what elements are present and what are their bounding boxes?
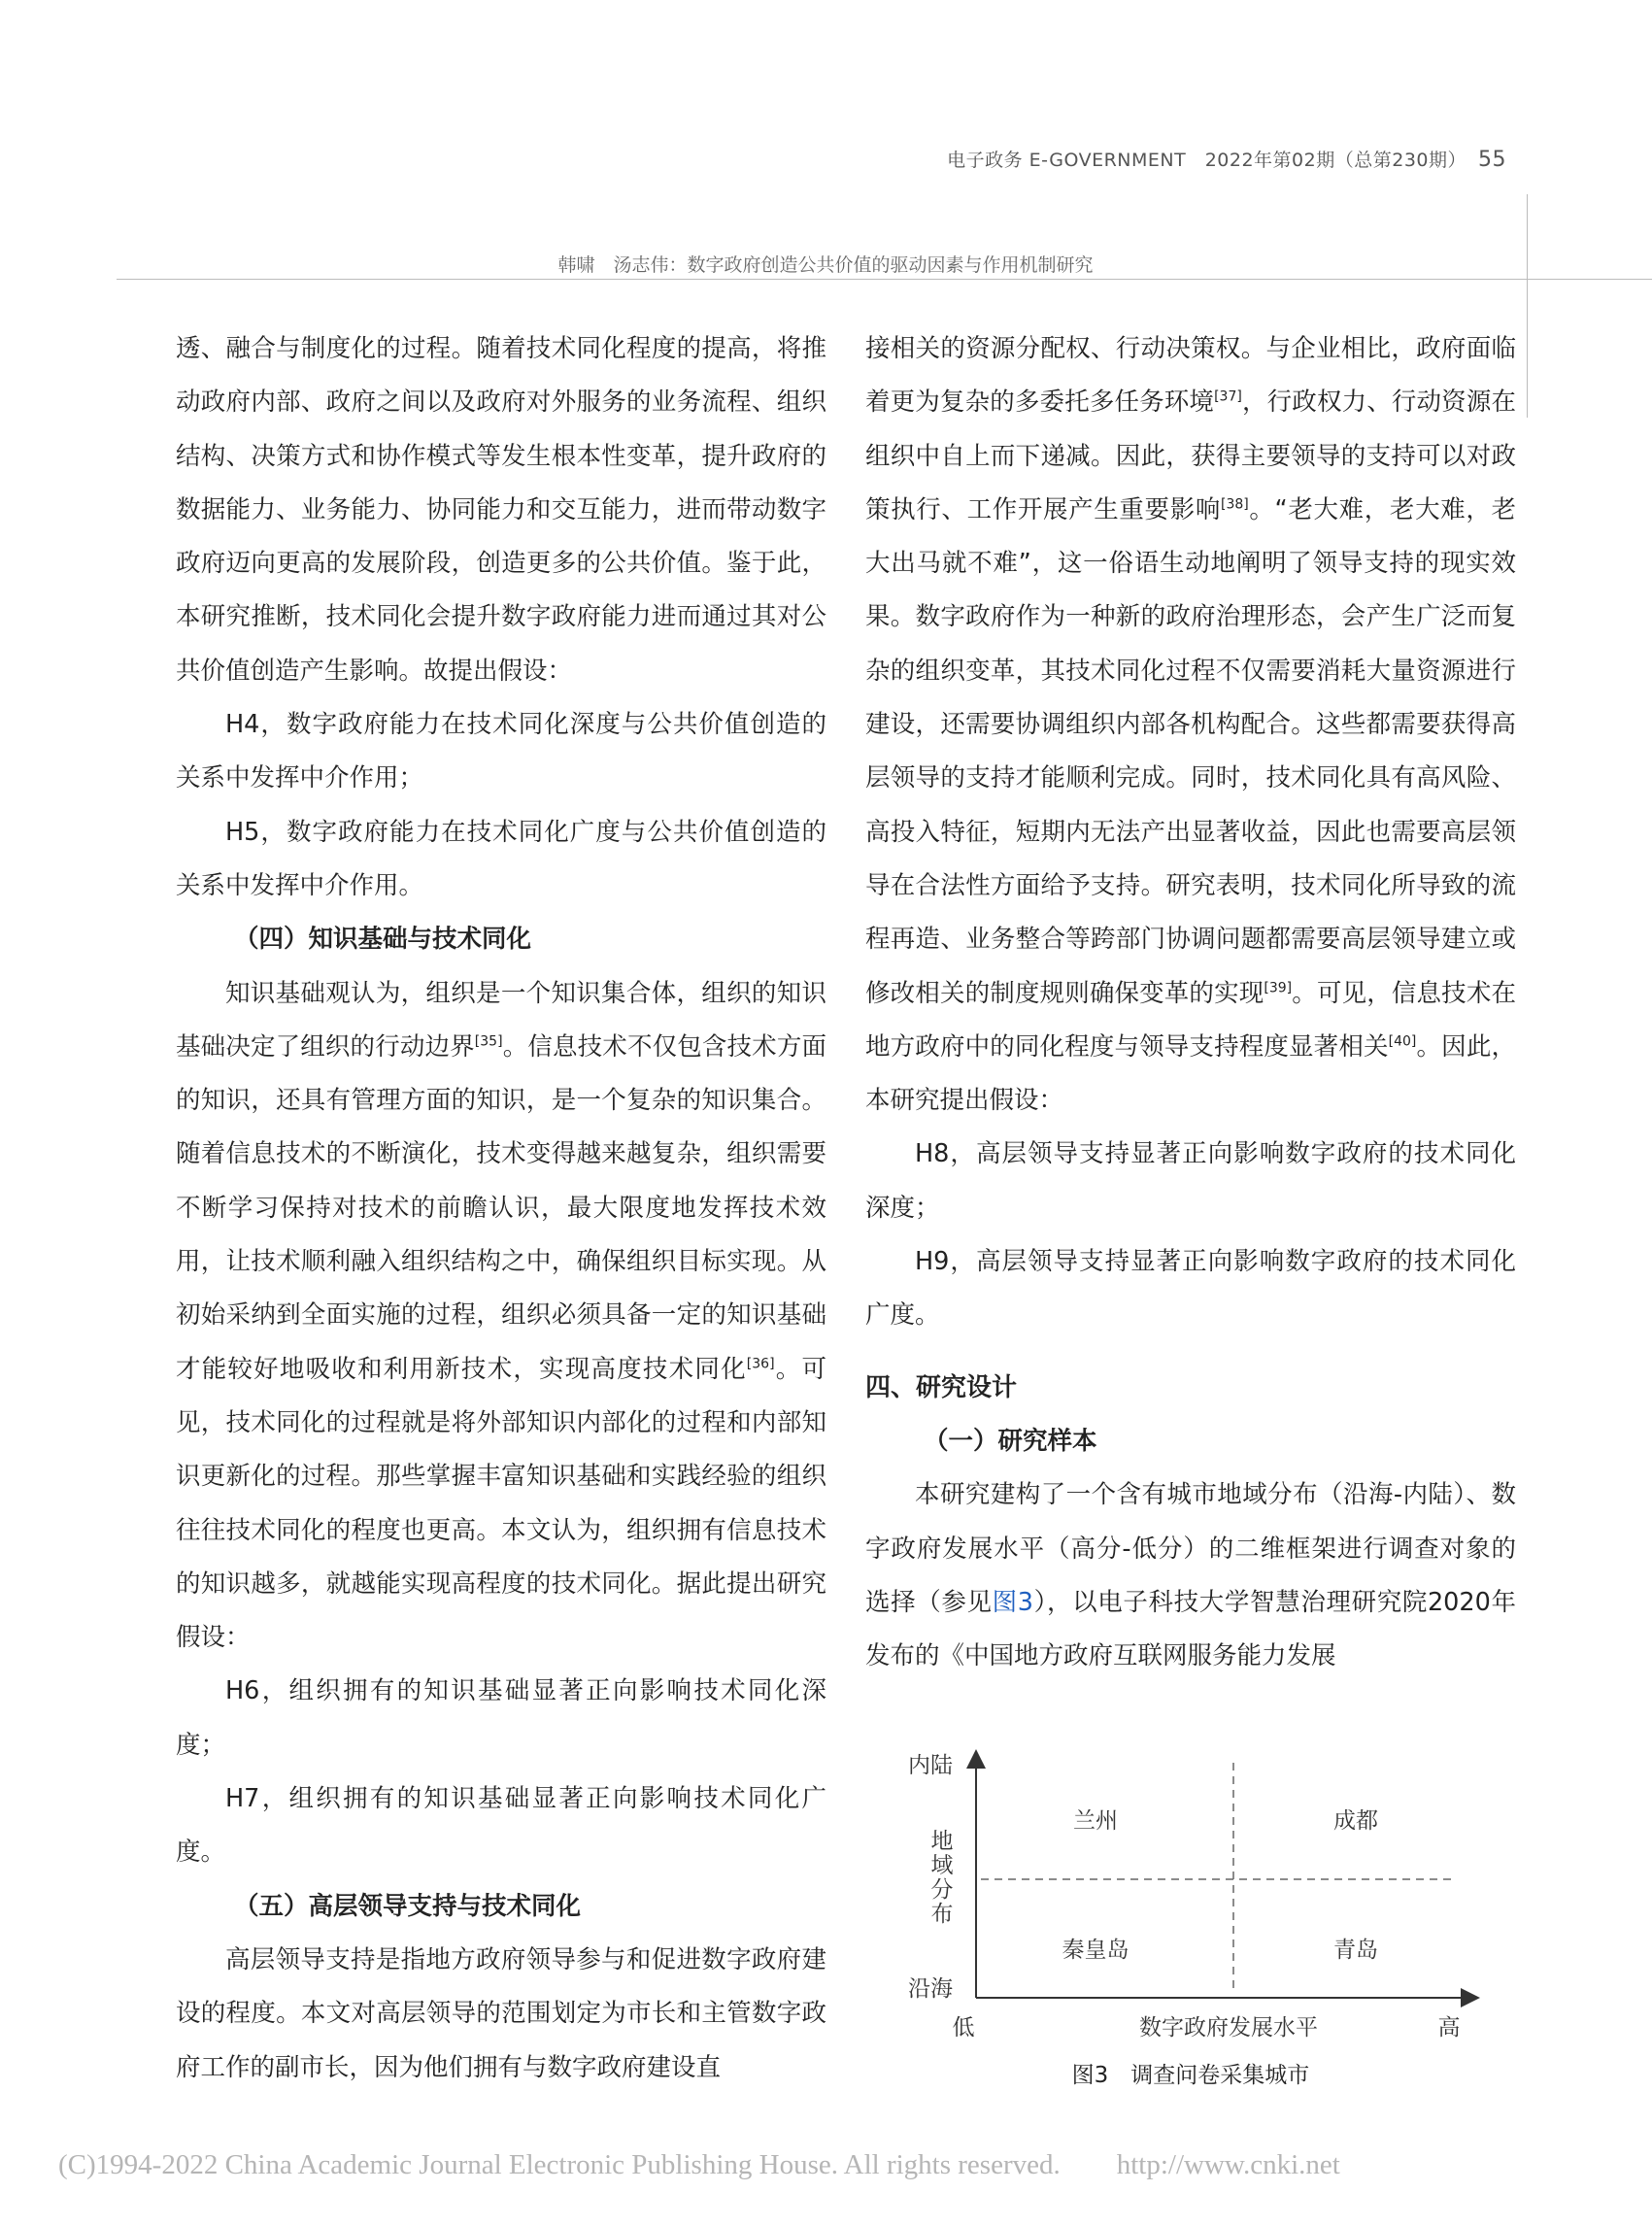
quadrant-label-qinhuangdao: 秦皇岛 <box>1062 1938 1129 1963</box>
text: 。可见，技术同化的过程就是将外部知识内部化的过程和内部知识更新化的过程。那些掌握丰富知识基础和实践经验的组织往往技术同化的程度也更高。本文认为，组织拥有信息技术的知识越多，就越能实现高程度的技术同化。据此提出研究假设： <box>176 1354 826 1653</box>
y-axis-label-char: 分 <box>930 1877 954 1903</box>
section-heading: （一）研究样本 <box>924 1426 1097 1456</box>
text: 。信息技术不仅包含技术方面的知识，还具有管理方面的知识，是一个复杂的知识集合。随着信息技术的不断演化，技术变得越来越复杂，组织需要不断学习保持对技术的前瞻认识，最大限度地发挥技术效用，让技术顺利融入组织结构之中，确保组织目标实现。从初始采纳到全面实施的过程，组织必须具备一定的知识基础才能较好地吸收和利用新技术，实现高度技术同化 <box>176 1031 826 1384</box>
citation: [35] <box>474 1033 503 1050</box>
citation: [39] <box>1264 980 1293 996</box>
citation: [38] <box>1220 496 1249 513</box>
header-vertical-rule <box>1527 194 1528 418</box>
quadrant-label-chengdu: 成都 <box>1333 1808 1378 1834</box>
y-axis-label-char: 布 <box>930 1902 954 1927</box>
text: 接相关的资源分配权、行动决策权。与企业相比，政府面临着更为复杂的多委托多任务环境 <box>865 334 1516 418</box>
x-axis-label: 数字政府发展水平 <box>1139 2015 1318 2040</box>
text: ），以电子科技大学智慧治理研究院2020年发布的《中国地方政府互联网服务能力发展 <box>865 1587 1516 1671</box>
section-heading: （五）高层领导支持与技术同化 <box>234 1891 582 1921</box>
text: 。“老大难，老大难，老大出马就不难”，这一俗语生动地阐明了领导支持的现实效果。数字政府作为一种新的政府治理形态，会产生广泛而复杂的组织变革，其技术同化过程不仅需要消耗大量资源进行建设，还需要协调组织内部各机构配合。这些都需要获得高层领导的支持才能顺利完成。同时，技术同化具有高风险、高投入特征，短期内无法产出显著收益，因此也需要高层领导在合法性方面给予支持。研究表明，技术同化所导致的流程再造、业务整合等跨部门协调问题都需要高层领导建立或修改相关的制度规则确保变革的实现 <box>865 494 1516 1008</box>
citation: [37] <box>1214 388 1242 405</box>
journal-info: 电子政务 E-GOVERNMENT 2022年第02期（总第230期） <box>947 150 1467 171</box>
part-heading: 四、研究设计 <box>865 1372 1018 1402</box>
x-high-label: 高 <box>1437 2015 1461 2040</box>
text: ，行政权力、行动资源在组织中自上而下递减。因此，获得主要领导的支持可以对政策执行、工作开展产生重要影响 <box>865 388 1516 524</box>
hypothesis-h7: H7，组织拥有的知识基础显著正向影响技术同化广度。 <box>176 1784 826 1868</box>
text: 。因此，本研究提出假设： <box>865 1031 1516 1116</box>
hypothesis-h9: H9，高层领导支持显著正向影响数字政府的技术同化广度。 <box>865 1247 1516 1331</box>
y-bottom-label: 沿海 <box>908 1976 953 2002</box>
hypothesis-h5: H5，数字政府能力在技术同化广度与公共价值创造的关系中发挥中介作用。 <box>176 817 826 900</box>
citation: [36] <box>746 1356 775 1372</box>
paragraph: 高层领导支持是指地方政府领导参与和促进数字政府建设的程度。本文对高层领导的范围划定为市长和主管数字政府工作的副市长，因为他们拥有与数字政府建设直 <box>176 1944 826 2082</box>
quadrant-diagram <box>893 1743 1496 2103</box>
right-column <box>865 322 1516 1683</box>
paragraph <box>865 1468 1516 1683</box>
hypothesis-h8: H8，高层领导支持显著正向影响数字政府的技术同化深度； <box>865 1139 1516 1223</box>
paragraph: 透、融合与制度化的过程。随着技术同化程度的提高，将推动政府内部、政府之间以及政府对外服务的业务流程、组织结构、决策方式和协作模式等发生根本性变革，提升政府的数据能力、业务能力、协同能力和交互能力，进而带动数字政府迈向更高的发展阶段，创造更多的公共价值。鉴于此，本研究推断，技术同化会提升数字政府能力进而通过其对公共价值创造产生影响。故提出假设： <box>176 334 826 686</box>
text: 。可见，信息技术在地方政府中的同化程度与领导支持程度显著相关 <box>865 978 1516 1062</box>
header-rule <box>117 279 1652 280</box>
quadrant-label-lanzhou: 兰州 <box>1073 1808 1118 1834</box>
copyright-footer: (C)1994-2022 China Academic Journal Electronic Publishing House. All rights reserved. http://www.cnki.net <box>58 2149 1340 2180</box>
page-number: 55 <box>1478 148 1506 172</box>
journal-header <box>947 146 1506 172</box>
hypothesis-h4: H4，数字政府能力在技术同化深度与公共价值创造的关系中发挥中介作用； <box>176 710 826 793</box>
figure-link[interactable]: 图3 <box>992 1587 1034 1617</box>
y-axis-label-char: 域 <box>930 1853 954 1878</box>
hypothesis-h6: H6，组织拥有的知识基础显著正向影响技术同化深度； <box>176 1676 826 1760</box>
quadrant-label-qingdao: 青岛 <box>1333 1938 1378 1963</box>
figure-3 <box>893 1743 1496 2103</box>
section-heading: （四）知识基础与技术同化 <box>234 925 532 955</box>
left-column <box>176 322 826 2095</box>
citation: [40] <box>1388 1033 1417 1050</box>
y-axis-label-char: 地 <box>930 1829 954 1854</box>
figure-caption: 图3 调查问卷采集城市 <box>1071 2063 1310 2088</box>
text: 本研究建构了一个含有城市地域分布（沿海-内陆）、数字政府发展水平（高分-低分）的二维框架进行调查对象的选择（参见 <box>865 1480 1516 1617</box>
text: 知识基础观认为，组织是一个知识集合体，组织的知识基础决定了组织的行动边界 <box>176 978 826 1062</box>
paragraph <box>865 322 1516 1128</box>
x-low-label: 低 <box>952 2015 975 2040</box>
paragraph <box>176 967 826 1666</box>
y-top-label: 内陆 <box>908 1753 953 1778</box>
running-title: 韩啸 汤志伟：数字政府创造公共价值的驱动因素与作用机制研究 <box>557 254 1094 276</box>
